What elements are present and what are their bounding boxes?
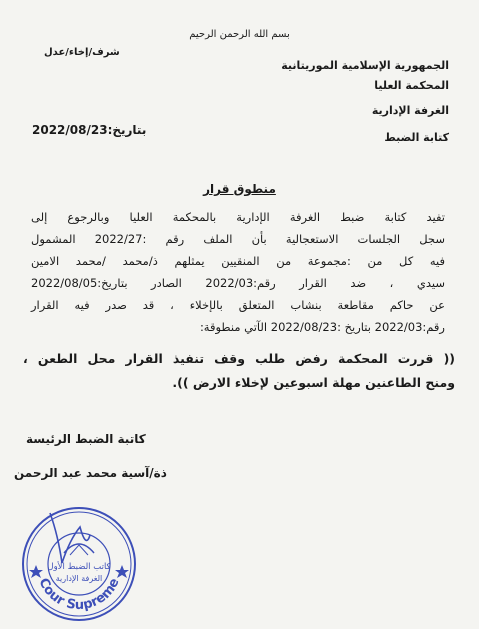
signatory-role: كاتبة الضبط الرئيسة [26,432,146,446]
header-country: الجمهورية الإسلامية الموريتانية [281,59,449,72]
signatory-name: ذة/آسية محمد عبد الرحمن [14,466,167,480]
stamp-inner-line-1: كاتب الضبط الأول [47,562,111,572]
reference-code: شرف/إخاء/عدل [44,47,120,58]
stamp-inner-line-2: الغرفة الإدارية [55,574,103,583]
header-office: كتابة الضبط [384,131,449,144]
document-title: منطوق قرار [203,182,276,196]
court-stamp [20,505,138,623]
body-line-1: تفيد كتابة ضبط الغرفة الإدارية بالمحكمة العليا وبالرجوع إلى [31,210,445,224]
header-chamber: الغرفة الإدارية [371,104,449,117]
document-date: بتاريخ:2022/08/23 [32,123,147,137]
decision-line-2: ومنح الطاعنين مهلة اسبوعين لإخلاء الارض )). [172,375,455,390]
body-line-6: رقم:2022/03 بتاريخ :2022/08/23 الآتي منطوقة: [199,320,445,334]
body-line-4: سيدي ، ضد القرار رقم:2022/03 الصادر بتاريخ:2022/08/05 [31,276,445,290]
body-line-2: سجل الجلسات الاستعجالية بأن الملف رقم :2022/27 المشمول [31,232,445,246]
body-line-3: فيه كل من :مجموعة من المنقيين يمثلهم ذ/محمد /محمد الامين [31,254,445,268]
body-line-5: عن حاكم مقاطعة بنشاب المتعلق بالإخلاء ، قد صدر فيه القرار [31,298,445,312]
header-court: المحكمة العليا [374,79,449,92]
decision-line-1: (( قررت المحكمة رفض طلب وقف تنفيذ القرار محل الطعن ، [23,351,455,366]
stamp-outer-text: Cour Supreme [35,575,123,614]
basmala: بسم الله الرحمن الرحيم [189,29,290,40]
